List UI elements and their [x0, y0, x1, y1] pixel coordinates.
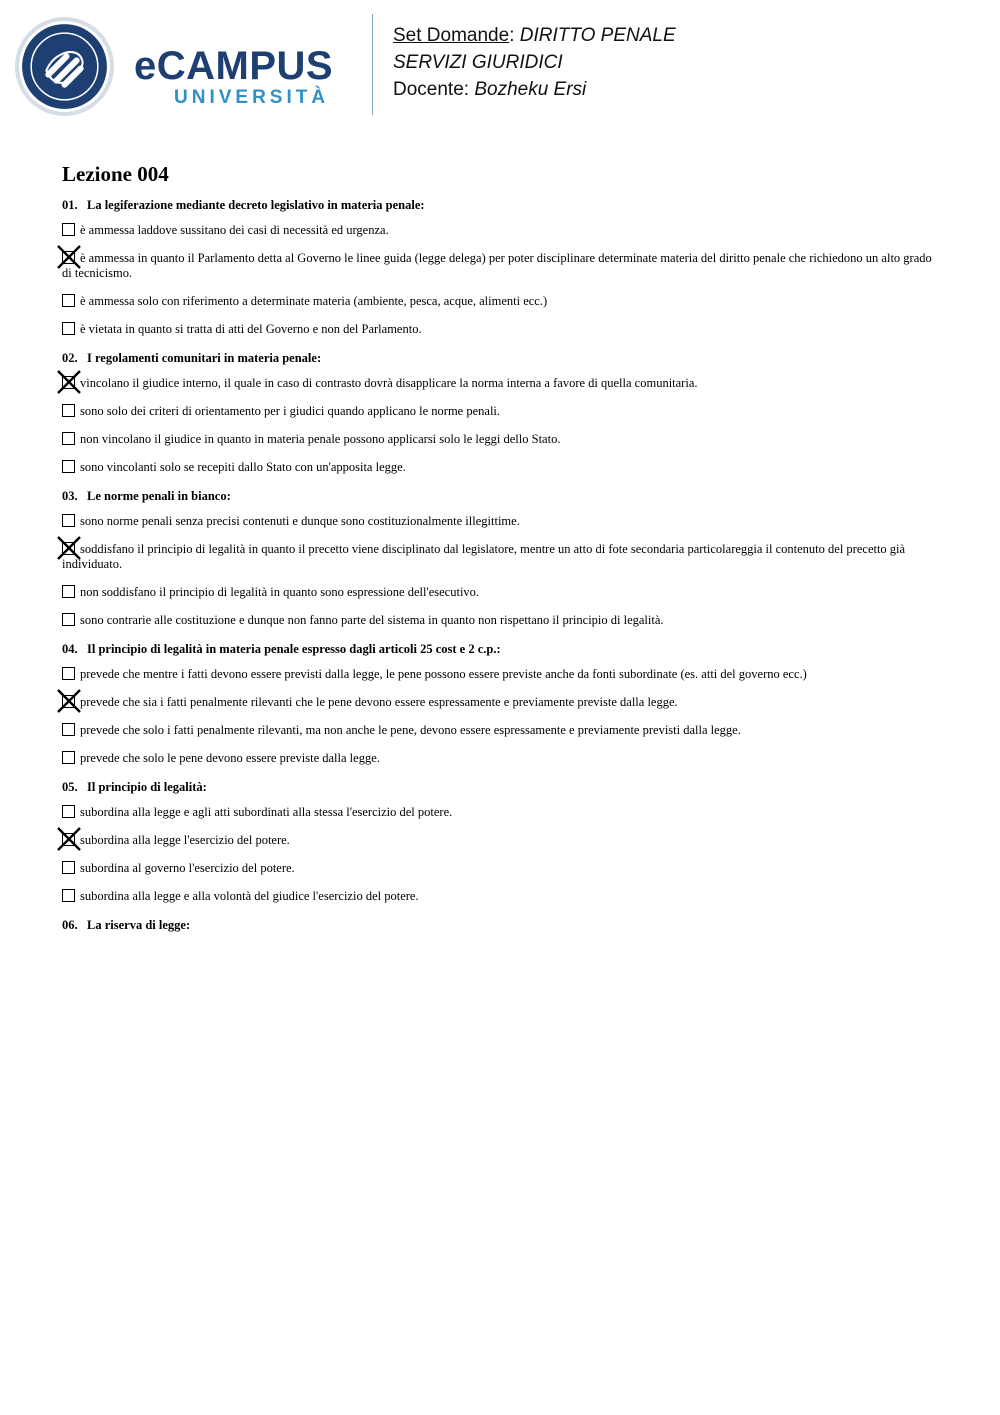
question-text: La riserva di legge: — [87, 918, 191, 932]
answer-text: prevede che solo le pene devono essere previste dalla legge. — [80, 751, 380, 765]
answer-text: non soddisfano il principio di legalità in quanto sono espressione dell'esecutivo. — [80, 585, 480, 599]
answer-text: sono contrarie alle costituzione e dunque non fanno parte del sistema in quanto non rispettano il principio di legalità. — [80, 613, 664, 627]
answer-option — [62, 404, 942, 419]
selected-x-mark-icon — [57, 689, 81, 713]
question-number: 05. — [62, 780, 78, 794]
answer-text: non vincolano il giudice in quanto in materia penale possono applicarsi solo le leggi dello Stato. — [80, 432, 561, 446]
answer-checkbox[interactable] — [62, 223, 75, 236]
teacher-line — [393, 76, 676, 103]
question-heading — [62, 488, 942, 504]
answer-checkbox[interactable] — [62, 613, 75, 626]
question-heading — [62, 917, 942, 933]
question-number: 02. — [62, 351, 78, 365]
answer-checkbox[interactable] — [62, 432, 75, 445]
answer-checkbox[interactable] — [62, 322, 75, 335]
question-number: 04. — [62, 642, 78, 656]
question-heading — [62, 197, 942, 213]
question-text: Il principio di legalità in materia penale espresso dagli articoli 25 cost e 2 c.p.: — [87, 642, 501, 656]
answer-text: subordina alla legge l'esercizio del potere. — [80, 833, 290, 847]
question-list — [62, 197, 942, 945]
answer-option — [62, 667, 942, 682]
selected-x-mark-icon — [57, 245, 81, 269]
question-item — [62, 488, 942, 628]
answer-text: è ammessa solo con riferimento a determinate materia (ambiente, pesca, acque, alimenti ecc.) — [80, 294, 548, 308]
question-number: 01. — [62, 198, 78, 212]
question-heading — [62, 641, 942, 657]
answer-text: è ammessa in quanto il Parlamento detta al Governo le linee guida (legge delega) per poter disciplinare determinate materia del diritto penale che richiedono un alto grado di tecnicismo. — [62, 251, 932, 280]
question-text: Le norme penali in bianco: — [87, 489, 231, 503]
answer-checkbox[interactable] — [62, 514, 75, 527]
answer-checkbox[interactable] — [62, 460, 75, 473]
answer-text: è vietata in quanto si tratta di atti del Governo e non del Parlamento. — [80, 322, 422, 336]
answer-checkbox[interactable] — [62, 751, 75, 764]
university-logo — [14, 16, 354, 116]
answer-option — [62, 833, 942, 848]
teacher-name: Bozheku Ersi — [474, 79, 587, 100]
answer-checkbox[interactable] — [62, 861, 75, 874]
answer-text: sono norme penali senza precisi contenuti e dunque sono costituzionalmente illegittime. — [80, 514, 520, 528]
answer-option — [62, 251, 942, 281]
set-line: Set Domande: DIRITTO PENALE — [393, 25, 676, 46]
answer-option — [62, 432, 942, 447]
program-name: SERVIZI GIURIDICI — [393, 52, 563, 73]
logo-wordmark: eCAMPUS — [134, 44, 334, 88]
answer-checkbox[interactable] — [62, 805, 75, 818]
selected-x-mark-icon — [57, 827, 81, 851]
header-info — [393, 22, 676, 103]
answer-checkbox[interactable] — [62, 294, 75, 307]
answer-text: subordina alla legge e agli atti subordinati alla stessa l'esercizio del potere. — [80, 805, 453, 819]
question-text: Il principio di legalità: — [87, 780, 207, 794]
answer-text: sono solo dei criteri di orientamento per i giudici quando applicano le norme penali. — [80, 404, 501, 418]
answer-option — [62, 751, 942, 766]
answer-text: è ammessa laddove sussitano dei casi di necessità ed urgenza. — [80, 223, 389, 237]
logo-subtitle: UNIVERSITÀ — [174, 87, 330, 108]
answer-option — [62, 514, 942, 529]
answer-text: subordina alla legge e alla volontà del giudice l'esercizio del potere. — [80, 889, 419, 903]
answer-option — [62, 294, 942, 309]
question-item — [62, 641, 942, 766]
question-heading — [62, 779, 942, 795]
question-item — [62, 197, 942, 337]
university-seal-icon — [14, 16, 115, 117]
answer-option — [62, 695, 942, 710]
answer-text: soddisfano il principio di legalità in quanto il precetto viene disciplinato dal legislatore, mentre un atto di fote secondaria particolareggia il contenuto del precetto già individuato. — [62, 542, 906, 571]
answer-text: prevede che sia i fatti penalmente rilevanti che le pene devono essere espressamente e previamente previste dalla legge. — [80, 695, 678, 709]
question-item — [62, 350, 942, 475]
answer-checkbox[interactable] — [62, 889, 75, 902]
answer-option — [62, 585, 942, 600]
answer-checkbox[interactable] — [62, 723, 75, 736]
teacher-label: Docente: — [393, 79, 470, 100]
question-text: I regolamenti comunitari in materia penale: — [87, 351, 322, 365]
answer-checkbox[interactable] — [62, 667, 75, 680]
answer-option — [62, 376, 942, 391]
question-text: La legiferazione mediante decreto legislativo in materia penale: — [87, 198, 425, 212]
question-item — [62, 917, 942, 933]
course-name: DIRITTO PENALE — [519, 25, 676, 46]
answer-option — [62, 460, 942, 475]
answer-text: prevede che mentre i fatti devono essere previsti dalla legge, le pene possono essere previste anche da fonti subordinate (es. atti del governo ecc.) — [80, 667, 807, 681]
answer-option — [62, 542, 942, 572]
answer-text: subordina al governo l'esercizio del potere. — [80, 861, 295, 875]
answer-option — [62, 805, 942, 820]
answer-text: vincolano il giudice interno, il quale in caso di contrasto dovrà disapplicare la norma interna a favore di quella comunitaria. — [80, 376, 698, 390]
answer-option — [62, 613, 942, 628]
answer-text: sono vincolanti solo se recepiti dallo Stato con un'apposita legge. — [80, 460, 406, 474]
set-label: Set Domande — [393, 25, 510, 46]
answer-option — [62, 322, 942, 337]
answer-text: prevede che solo i fatti penalmente rilevanti, ma non anche le pene, devono essere espressamente e previamente previsti dalla legge. — [80, 723, 741, 737]
question-item — [62, 779, 942, 904]
lesson-title: Lezione 004 — [62, 162, 169, 186]
header-divider — [372, 14, 373, 115]
question-number: 06. — [62, 918, 78, 932]
question-heading — [62, 350, 942, 366]
answer-option — [62, 889, 942, 904]
selected-x-mark-icon — [57, 536, 81, 560]
answer-checkbox[interactable] — [62, 585, 75, 598]
selected-x-mark-icon — [57, 370, 81, 394]
question-number: 03. — [62, 489, 78, 503]
answer-option — [62, 223, 942, 238]
answer-checkbox[interactable] — [62, 404, 75, 417]
answer-option — [62, 861, 942, 876]
answer-option — [62, 723, 942, 738]
